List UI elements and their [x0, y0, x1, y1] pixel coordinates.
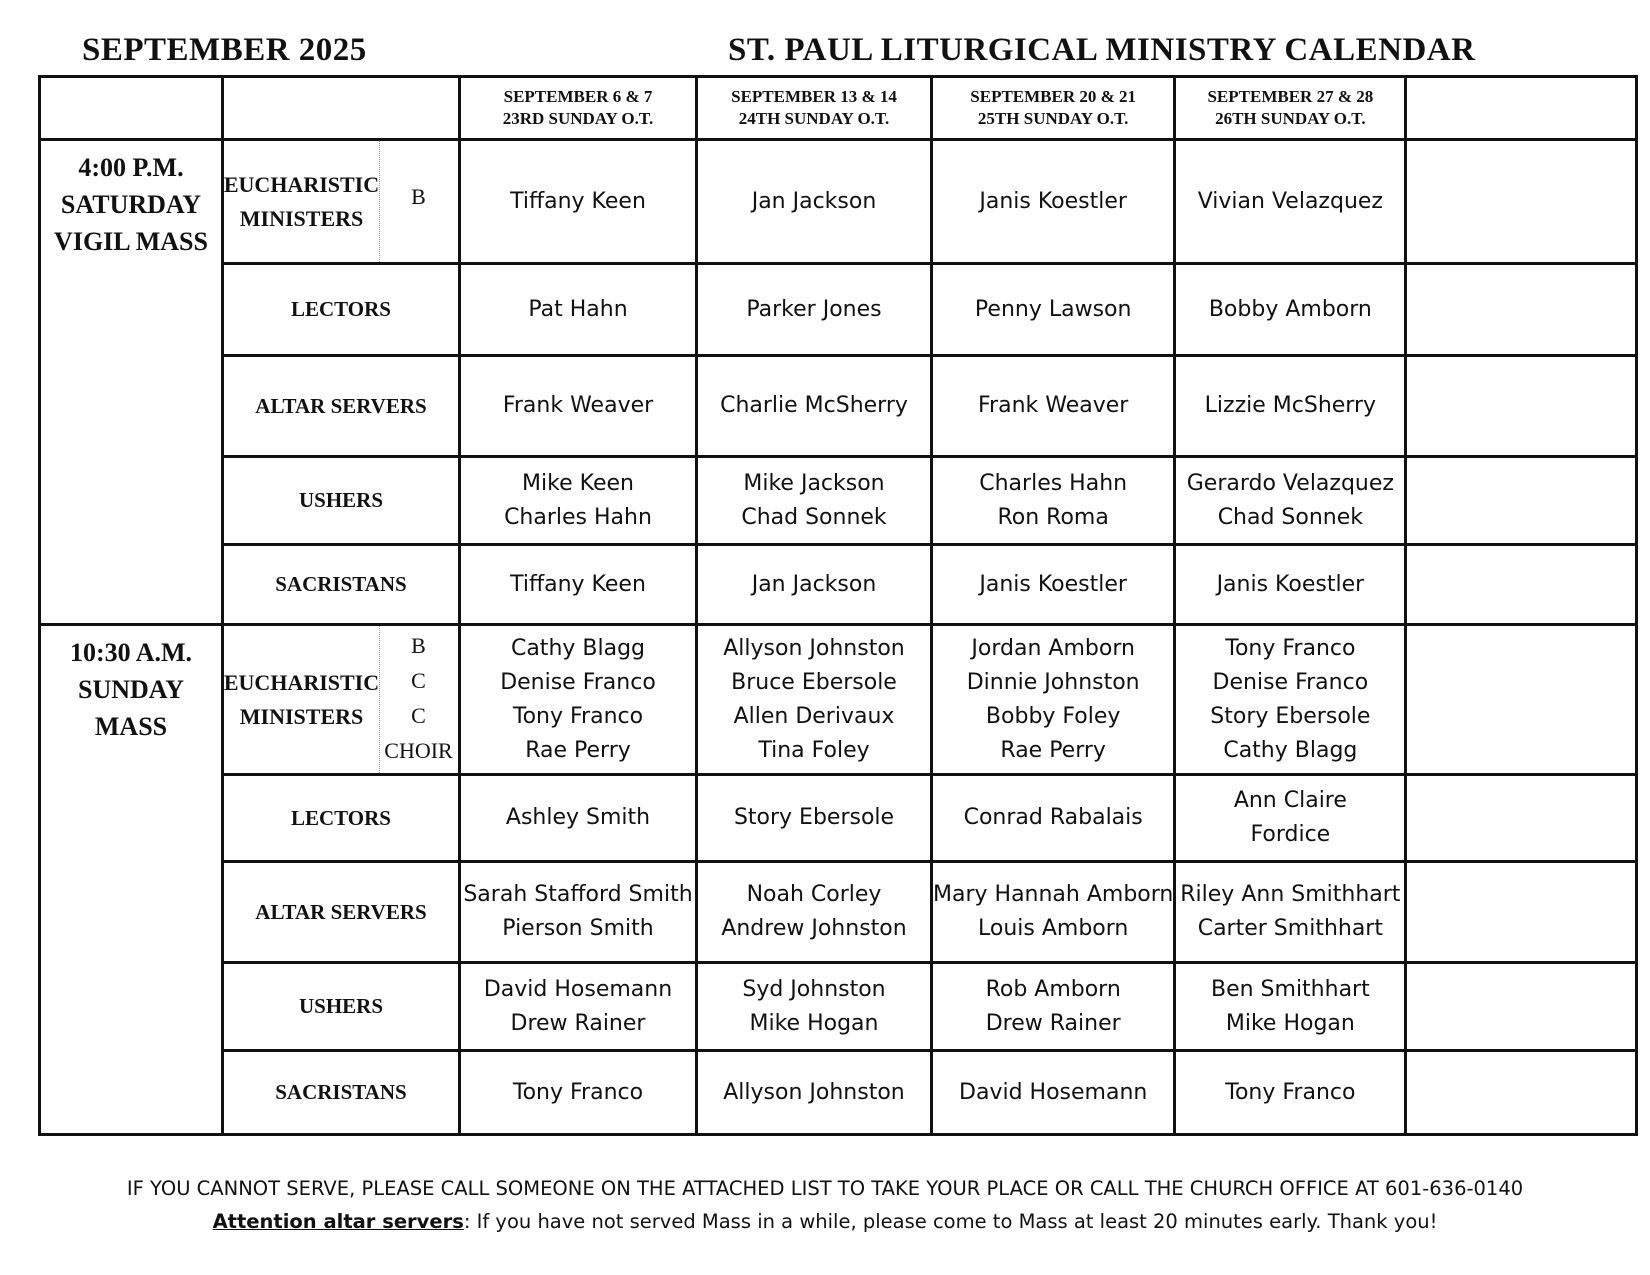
assigned-name: Tony Franco: [512, 703, 644, 729]
eucharistic-ministers-label-cell: [223, 625, 460, 775]
assigned-name: Ben Smithhart: [1210, 976, 1370, 1002]
assigned-name: Tiffany Keen: [510, 188, 646, 214]
week-header: [697, 77, 932, 140]
assignment-cell: [1175, 140, 1406, 264]
eucharistic-ministers-label: [224, 141, 380, 262]
assigned-name: Pierson Smith: [502, 916, 654, 941]
role-row: [40, 625, 1637, 775]
assigned-name: Mike Jackson: [743, 470, 885, 496]
empty-cell: [1406, 775, 1637, 862]
role-row: [40, 775, 1637, 862]
assigned-name: Bobby Foley: [985, 703, 1121, 729]
mass-name-line: SUNDAY: [78, 675, 184, 704]
assignment-cell: [932, 625, 1175, 775]
assignment-cell: [1175, 264, 1406, 356]
assigned-name: Noah Corley: [746, 882, 882, 907]
minister-code: C: [411, 703, 426, 728]
mass-name-line: 4:00 P.M.: [78, 153, 184, 182]
assigned-name: Bobby Amborn: [1208, 296, 1372, 322]
assignment-cell: [932, 457, 1175, 545]
assignment-cell: [460, 775, 697, 862]
assigned-name: Tiffany Keen: [510, 571, 646, 597]
assigned-name: Chad Sonnek: [1217, 504, 1364, 530]
ministry-calendar-table: [38, 75, 1638, 1136]
assigned-name: Drew Rainer: [510, 1010, 646, 1036]
role-header-cell: [223, 77, 460, 140]
role-label: LECTORS: [223, 264, 460, 356]
month-title: SEPTEMBER 2025: [82, 32, 367, 68]
assignment-cell: [697, 775, 932, 862]
minister-codes: [379, 141, 458, 262]
assignment-cell: [460, 264, 697, 356]
assigned-name: Jordan Amborn: [971, 635, 1135, 661]
assigned-name: Charles Hahn: [979, 470, 1128, 496]
assignment-cell: [932, 862, 1175, 963]
week-header: [932, 77, 1175, 140]
assigned-name: Ann Claire: [1233, 788, 1347, 813]
attention-text: : If you have not served Mass in a while, please come to Mass at least 20 minutes early. Thank you!: [463, 1210, 1438, 1233]
role-row: [40, 140, 1637, 264]
assignment-cell: [932, 356, 1175, 457]
assigned-name: Frank Weaver: [978, 393, 1129, 418]
week-header: [1175, 77, 1406, 140]
eucharistic-ministers-label-cell: [223, 140, 460, 264]
corner-cell: [40, 77, 223, 140]
role-label: SACRISTANS: [223, 1051, 460, 1135]
week-date: SEPTEMBER 20 & 21: [970, 87, 1137, 106]
assigned-name: Ron Roma: [997, 504, 1109, 530]
assigned-name: Parker Jones: [746, 296, 882, 322]
empty-cell: [1406, 457, 1637, 545]
em-label-line: MINISTERS: [239, 703, 364, 729]
footer-altar-servers-note: [0, 1209, 1650, 1235]
assigned-name: Mike Hogan: [1225, 1010, 1355, 1036]
mass-name-cell: [40, 625, 223, 1135]
assigned-name: Charles Hahn: [504, 504, 652, 530]
assignment-cell: [1175, 457, 1406, 545]
assignment-cell: [460, 356, 697, 457]
assigned-name: Rob Amborn: [985, 976, 1121, 1002]
assigned-name: Denise Franco: [500, 669, 656, 695]
week-header: [460, 77, 697, 140]
role-label: USHERS: [223, 963, 460, 1051]
assigned-name: Dinnie Johnston: [966, 669, 1140, 695]
week-sunday: 25TH SUNDAY O.T.: [977, 109, 1129, 128]
calendar-title: ST. PAUL LITURGICAL MINISTRY CALENDAR: [728, 32, 1476, 68]
role-label: SACRISTANS: [223, 545, 460, 625]
mass-name-line: 10:30 A.M.: [69, 638, 193, 667]
role-label: LECTORS: [223, 775, 460, 862]
role-label: USHERS: [223, 457, 460, 545]
assigned-name: Tony Franco: [512, 1079, 644, 1105]
role-row: [40, 862, 1637, 963]
assigned-name: Rae Perry: [1000, 737, 1106, 763]
assignment-cell: [932, 545, 1175, 625]
assigned-name: Chad Sonnek: [741, 504, 887, 530]
assignment-cell: [1175, 963, 1406, 1051]
assigned-name: Louis Amborn: [978, 916, 1129, 941]
assignment-cell: [1175, 775, 1406, 862]
assignment-cell: [697, 140, 932, 264]
assignment-cell: [460, 545, 697, 625]
assigned-name: David Hosemann: [959, 1079, 1148, 1105]
assignment-cell: [932, 963, 1175, 1051]
assignment-cell: [697, 625, 932, 775]
assignment-cell: [932, 1051, 1175, 1135]
assigned-name: Denise Franco: [1212, 669, 1369, 695]
mass-name-line: SATURDAY: [60, 190, 202, 219]
empty-cell: [1406, 862, 1637, 963]
assigned-name: Fordice: [1250, 822, 1331, 847]
assigned-name: Story Ebersole: [733, 805, 895, 830]
assigned-name: Cathy Blagg: [510, 635, 646, 661]
assignment-cell: [932, 264, 1175, 356]
assigned-name: Penny Lawson: [974, 296, 1132, 322]
assigned-name: Frank Weaver: [502, 393, 654, 418]
assigned-name: Charlie McSherry: [720, 393, 908, 418]
empty-cell: [1406, 140, 1637, 264]
assigned-name: Carter Smithhart: [1197, 916, 1383, 941]
assigned-name: Tina Foley: [758, 737, 870, 763]
assignment-cell: [697, 963, 932, 1051]
em-label-line: EUCHARISTIC: [223, 171, 380, 197]
role-row: [40, 1051, 1637, 1135]
assignment-cell: [460, 862, 697, 963]
assignment-cell: [697, 1051, 932, 1135]
assignment-cell: [932, 140, 1175, 264]
footer-notice: IF YOU CANNOT SERVE, PLEASE CALL SOMEONE ON THE ATTACHED LIST TO TAKE YOUR PLACE OR CALL THE CHURCH OFFICE AT 601-636-0140: [126, 1177, 1524, 1200]
assignment-cell: [460, 963, 697, 1051]
assigned-name: Mike Hogan: [749, 1010, 879, 1036]
assigned-name: David Hosemann: [483, 976, 673, 1002]
minister-code: B: [411, 633, 426, 658]
mass-name-line: VIGIL MASS: [54, 227, 208, 256]
assignment-cell: [697, 862, 932, 963]
assigned-name: Story Ebersole: [1210, 703, 1371, 729]
assigned-name: Janis Koestler: [979, 571, 1127, 597]
assigned-name: Jan Jackson: [751, 571, 877, 597]
role-row: [40, 356, 1637, 457]
assigned-name: Jan Jackson: [751, 188, 877, 214]
role-label: ALTAR SERVERS: [223, 862, 460, 963]
assigned-name: Allen Derivaux: [733, 703, 895, 729]
attention-label: Attention altar servers: [212, 1210, 464, 1233]
assigned-name: Tony Franco: [1225, 1079, 1356, 1105]
empty-cell: [1406, 545, 1637, 625]
em-label-line: MINISTERS: [239, 205, 364, 231]
assignment-cell: [697, 356, 932, 457]
role-label: ALTAR SERVERS: [223, 356, 460, 457]
mass-name-cell: [40, 140, 223, 625]
empty-cell: [1406, 264, 1637, 356]
eucharistic-ministers-label: [224, 626, 380, 773]
assigned-name: Janis Koestler: [979, 188, 1127, 214]
assigned-name: Allyson Johnston: [723, 635, 905, 661]
empty-cell: [1406, 1051, 1637, 1135]
assigned-name: Drew Rainer: [985, 1010, 1121, 1036]
assigned-name: Sarah Stafford Smith: [463, 882, 693, 907]
role-row: [40, 545, 1637, 625]
assignment-cell: [697, 545, 932, 625]
empty-cell: [1406, 963, 1637, 1051]
assignment-cell: [460, 140, 697, 264]
empty-week-header: [1406, 77, 1637, 140]
empty-cell: [1406, 356, 1637, 457]
em-label-line: EUCHARISTIC: [223, 669, 380, 695]
assigned-name: Tony Franco: [1225, 635, 1356, 661]
assignment-cell: [697, 457, 932, 545]
minister-code: CHOIR: [384, 738, 453, 763]
assignment-cell: [460, 1051, 697, 1135]
week-sunday: 24TH SUNDAY O.T.: [738, 109, 890, 128]
assigned-name: Bruce Ebersole: [731, 669, 897, 695]
assignment-cell: [1175, 862, 1406, 963]
assigned-name: Pat Hahn: [528, 296, 628, 322]
assignment-cell: [932, 775, 1175, 862]
header-row: [40, 77, 1637, 140]
week-date: SEPTEMBER 13 & 14: [731, 87, 897, 106]
assignment-cell: [1175, 625, 1406, 775]
week-date: SEPTEMBER 6 & 7: [503, 87, 653, 106]
assignment-cell: [460, 457, 697, 545]
assigned-name: Syd Johnston: [742, 976, 886, 1002]
assigned-name: Gerardo Velazquez: [1186, 470, 1394, 496]
week-date: SEPTEMBER 27 & 28: [1207, 87, 1374, 106]
role-row: [40, 457, 1637, 545]
minister-code: B: [411, 184, 426, 209]
empty-cell: [1406, 625, 1637, 775]
role-row: [40, 963, 1637, 1051]
assignment-cell: [1175, 356, 1406, 457]
assignment-cell: [1175, 545, 1406, 625]
assigned-name: Allyson Johnston: [723, 1079, 905, 1105]
assigned-name: Janis Koestler: [1216, 571, 1365, 597]
assigned-name: Andrew Johnston: [721, 916, 907, 941]
week-sunday: 26TH SUNDAY O.T.: [1215, 109, 1366, 128]
role-row: [40, 264, 1637, 356]
assignment-cell: [460, 625, 697, 775]
assigned-name: Lizzie McSherry: [1204, 393, 1377, 418]
assigned-name: Riley Ann Smithhart: [1180, 882, 1401, 907]
assigned-name: Mary Hannah Amborn: [933, 882, 1174, 907]
mass-name-line: MASS: [94, 712, 168, 741]
minister-codes: [379, 626, 458, 773]
assigned-name: Conrad Rabalais: [963, 805, 1143, 830]
assigned-name: Vivian Velazquez: [1197, 188, 1383, 214]
week-sunday: 23RD SUNDAY O.T.: [502, 109, 654, 128]
assigned-name: Ashley Smith: [505, 805, 651, 830]
assigned-name: Mike Keen: [522, 470, 634, 496]
assignment-cell: [697, 264, 932, 356]
assigned-name: Cathy Blagg: [1223, 737, 1358, 763]
assigned-name: Rae Perry: [525, 737, 631, 763]
minister-code: C: [411, 668, 426, 693]
assignment-cell: [1175, 1051, 1406, 1135]
